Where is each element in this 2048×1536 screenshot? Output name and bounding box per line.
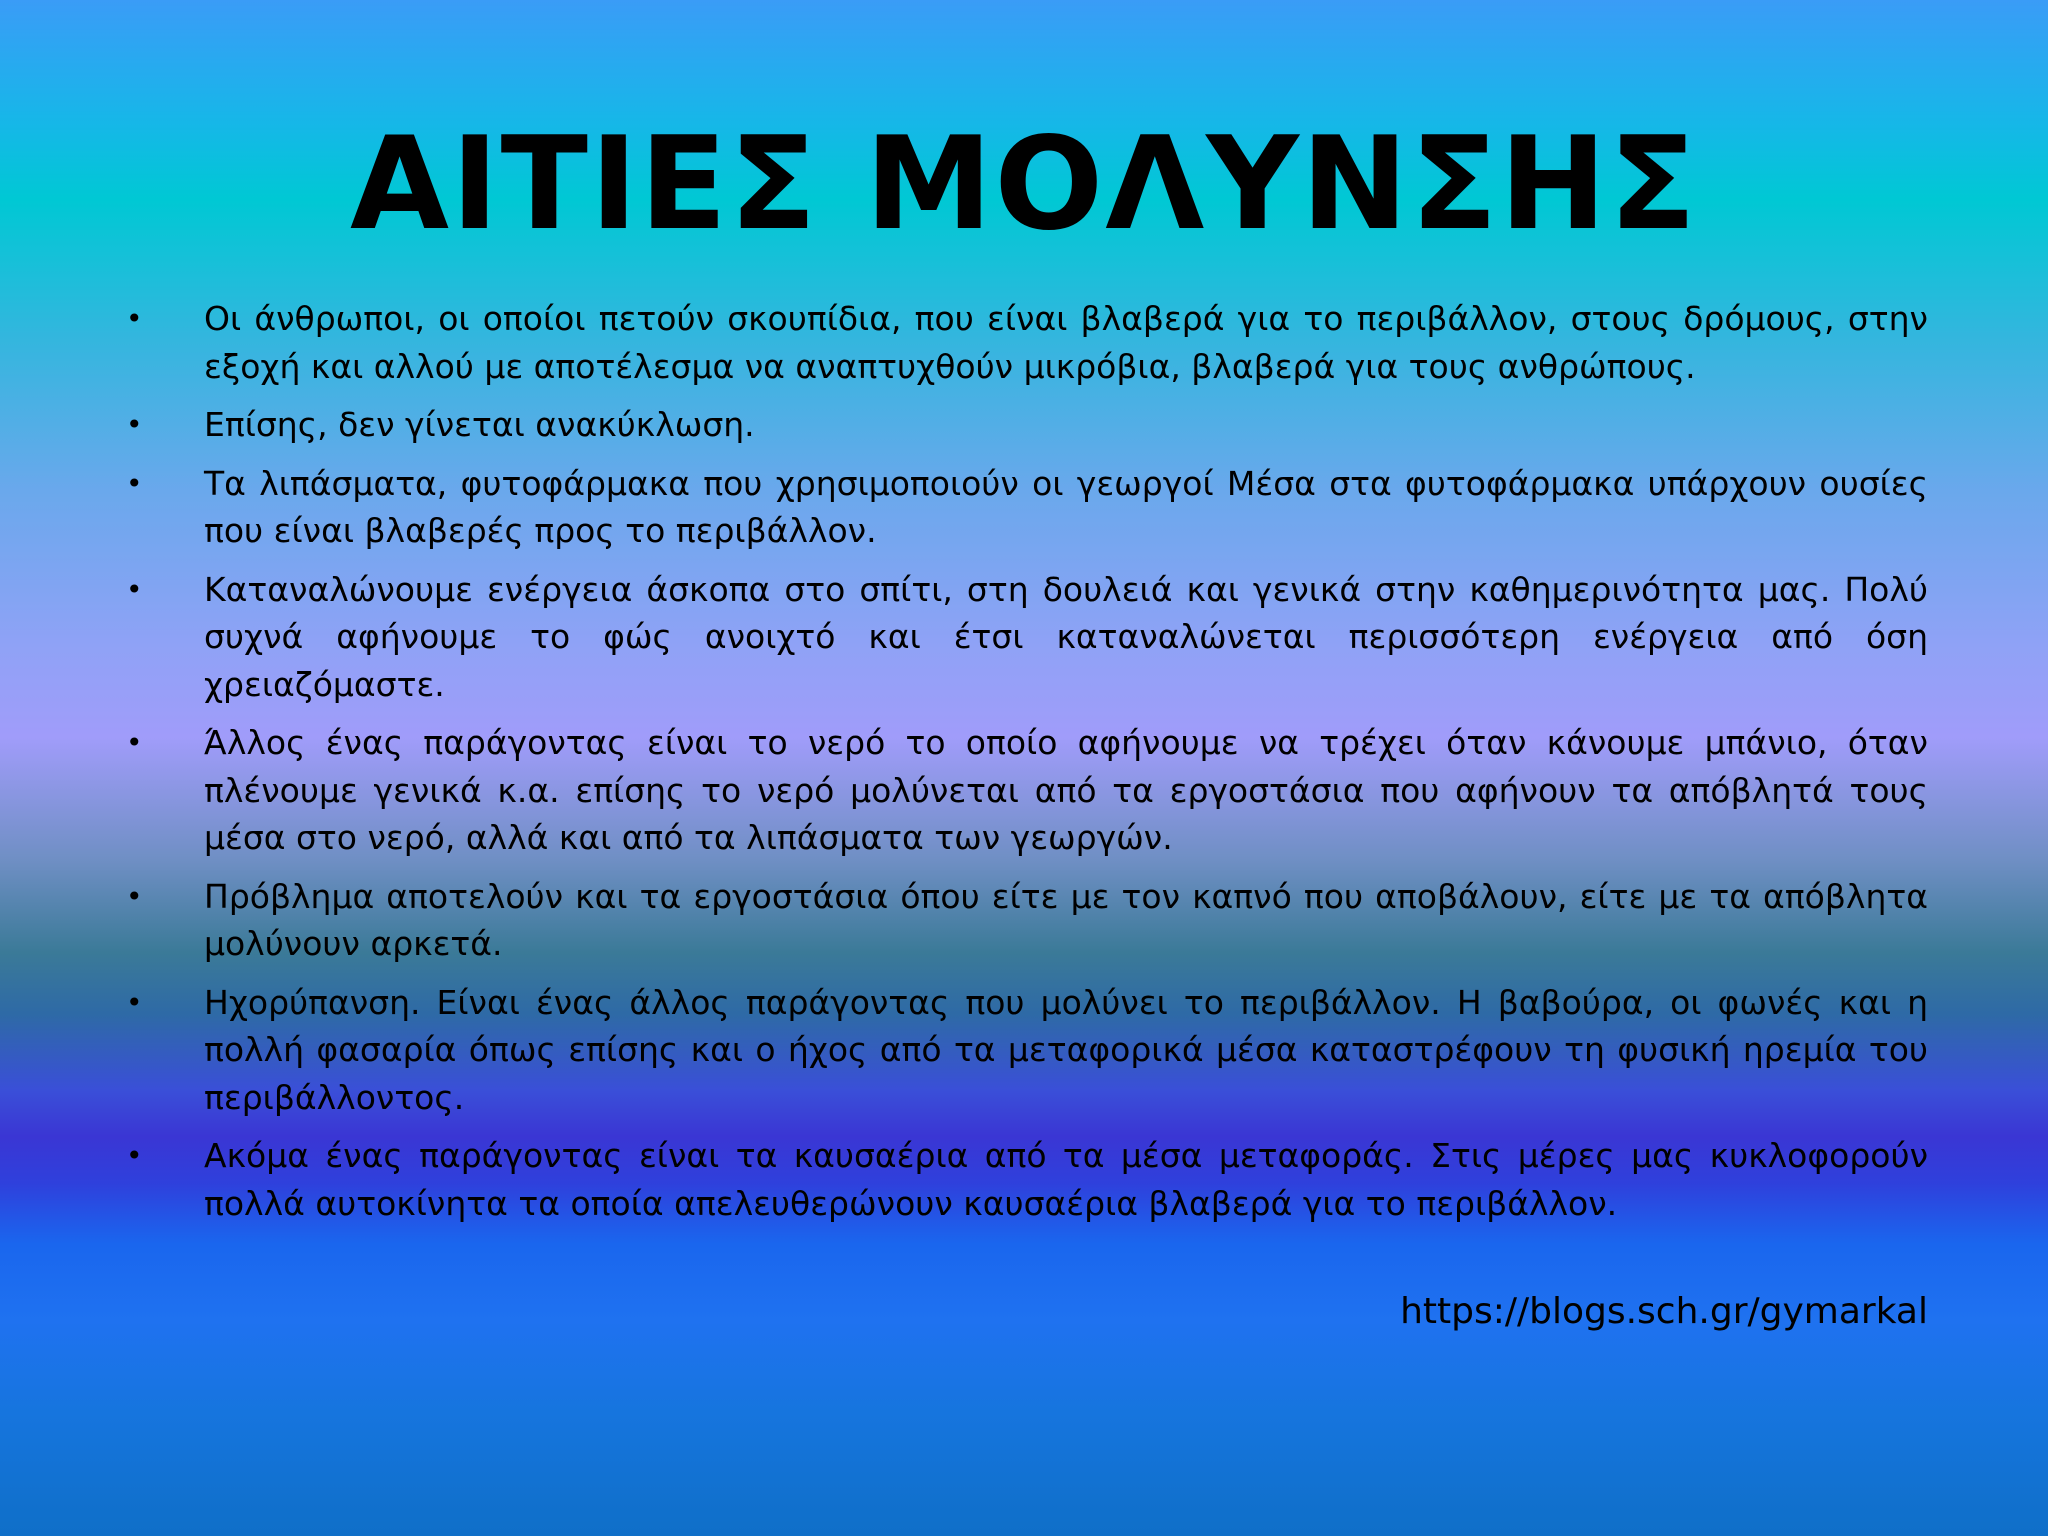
list-item: [122, 566, 1928, 709]
bullet-marker: •: [126, 302, 143, 335]
bullet-marker: •: [126, 572, 143, 606]
list-item: [122, 295, 1928, 390]
bullet-marker: •: [126, 408, 143, 441]
bullet-text: Επίσης, δεν γίνεται ανακύκλωση.: [204, 405, 755, 444]
bullet-text: Οι άνθρωποι, οι οποίοι πετούν σκουπίδια, που είναι βλαβερά για το περιβάλλον, στους δρόμους, στην εξοχή και αλλού με αποτέλεσμα να αναπτυχθούν μικρόβια, βλαβερά για τους ανθρώπους.: [204, 299, 1928, 386]
bullet-marker: •: [126, 985, 143, 1019]
list-item: [122, 460, 1928, 555]
bullet-marker: •: [126, 726, 143, 759]
bullet-list: [122, 295, 1928, 1238]
bullet-text: Ακόμα ένας παράγοντας είναι τα καυσαέρια από τα μέσα μεταφοράς. Στις μέρες μας κυκλοφορούν πολλά αυτοκίνητα τα οποία απελευθερώνουν καυσαέρια βλαβερά για το περιβάλλον.: [204, 1136, 1928, 1223]
list-item: [122, 873, 1928, 968]
source-link[interactable]: https://blogs.sch.gr/gymarkal: [1400, 1291, 1928, 1332]
bullet-text: Τα λιπάσματα, φυτοφάρμακα που χρησιμοποιούν οι γεωργοί Μέσα στα φυτοφάρμακα υπάρχουν ουσίες που είναι βλαβερές προς το περιβάλλον.: [204, 463, 1928, 550]
list-item: [122, 719, 1928, 862]
bullet-text: Ηχορύπανση. Είναι ένας άλλος παράγοντας που μολύνει το περιβάλλον. Η βαβούρα, οι φωνές και η πολλή φασαρία όπως επίσης και ο ήχος από τα μεταφορικά μέσα καταστρέφουν τη φυσική ηρεμία του περιβάλλοντος.: [204, 982, 1928, 1117]
bullet-marker: •: [126, 879, 143, 913]
list-item: [122, 1132, 1928, 1227]
list-item: [122, 979, 1928, 1122]
slide-title: ΑΙΤΙΕΣ ΜΟΛΥΝΣΗΣ: [349, 110, 1699, 259]
bullet-marker: •: [126, 466, 143, 500]
bullet-marker: •: [126, 1139, 143, 1172]
bullet-text: Πρόβλημα αποτελούν και τα εργοστάσια όπου είτε με τον καπνό που αποβάλουν, είτε με τα απόβλητα μολύνουν αρκετά.: [204, 876, 1928, 963]
list-item: [122, 401, 1928, 449]
bullet-text: Καταναλώνουμε ενέργεια άσκοπα στο σπίτι, στη δουλειά και γενικά στην καθημερινότητα μας. Πολύ συχνά αφήνουμε το φώς ανοιχτό και έτσι καταναλώνεται περισσότερη ενέργεια από όση χρειαζόμαστε.: [204, 569, 1928, 704]
bullet-text: Άλλος ένας παράγοντας είναι το νερό το οποίο αφήνουμε να τρέχει όταν κάνουμε μπάνιο, όταν πλένουμε γενικά κ.α. επίσης το νερό μολύνεται από τα εργοστάσια που αφήνουν τα απόβλητά τους μέσα στο νερό, αλλά και από τα λιπάσματα των γεωργών.: [204, 723, 1928, 857]
